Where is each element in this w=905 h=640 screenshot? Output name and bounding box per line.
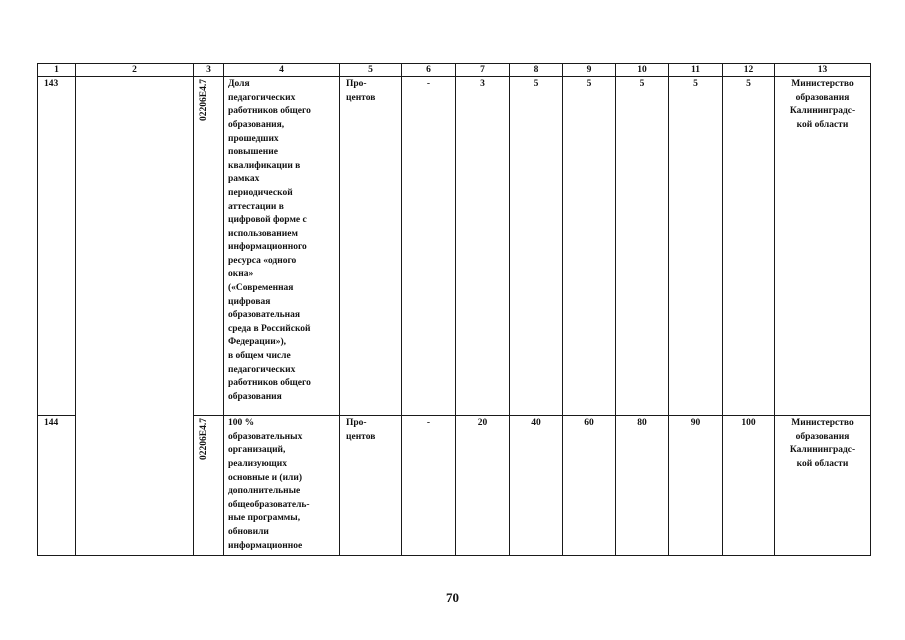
indicator-code: 02206E4.7 — [199, 418, 209, 461]
table-row — [38, 77, 871, 416]
value-cell: - — [402, 77, 456, 416]
header-cell: 3 — [194, 64, 224, 77]
header-cell: 8 — [510, 64, 563, 77]
unit-cell: Про- центов — [340, 416, 402, 556]
value-cell: 5 — [669, 77, 723, 416]
value-cell: 60 — [563, 416, 616, 556]
unit-cell: Про- центов — [340, 77, 402, 416]
row-number: 143 — [38, 77, 76, 416]
header-cell: 7 — [456, 64, 510, 77]
header-cell: 12 — [723, 64, 775, 77]
header-cell: 13 — [775, 64, 871, 77]
indicator-description: 100 % образовательных организаций, реализующих основные и (или) дополнительные общеобразователь- ные программы, обновили информационное — [224, 416, 340, 556]
value-cell: 5 — [510, 77, 563, 416]
value-cell: 90 — [669, 416, 723, 556]
value-cell: - — [402, 416, 456, 556]
value-cell: 5 — [616, 77, 669, 416]
value-cell: 20 — [456, 416, 510, 556]
page-number: 70 — [446, 590, 459, 605]
value-cell: 5 — [563, 77, 616, 416]
indicator-code: 02206E4.7 — [199, 79, 209, 122]
value-cell: 40 — [510, 416, 563, 556]
code-cell — [194, 416, 224, 556]
value-cell: 3 — [456, 77, 510, 416]
header-cell: 5 — [340, 64, 402, 77]
code-cell — [194, 77, 224, 416]
header-cell: 11 — [669, 64, 723, 77]
row-number: 144 — [38, 416, 76, 556]
value-cell: 5 — [723, 77, 775, 416]
indicator-description: Доля педагогических работников общего образования, прошедших повышение квалификации в рамках периодической аттестации в цифровой форме с использованием информационного ресурса «одного окна» («Современная цифровая образовательная среда в Российской Федерации»), в общем числе педагогических работников общего образования — [224, 77, 340, 416]
responsible-body: Министерство образования Калининградс- кой области — [775, 77, 871, 416]
header-cell: 6 — [402, 64, 456, 77]
header-cell: 4 — [224, 64, 340, 77]
table-header-row — [38, 64, 871, 77]
header-cell: 2 — [76, 64, 194, 77]
header-cell: 10 — [616, 64, 669, 77]
indicators-table — [37, 63, 871, 556]
value-cell: 100 — [723, 416, 775, 556]
value-cell: 80 — [616, 416, 669, 556]
merged-empty-cell — [76, 77, 194, 556]
header-cell: 9 — [563, 64, 616, 77]
header-cell: 1 — [38, 64, 76, 77]
responsible-body: Министерство образования Калининградс- кой области — [775, 416, 871, 556]
